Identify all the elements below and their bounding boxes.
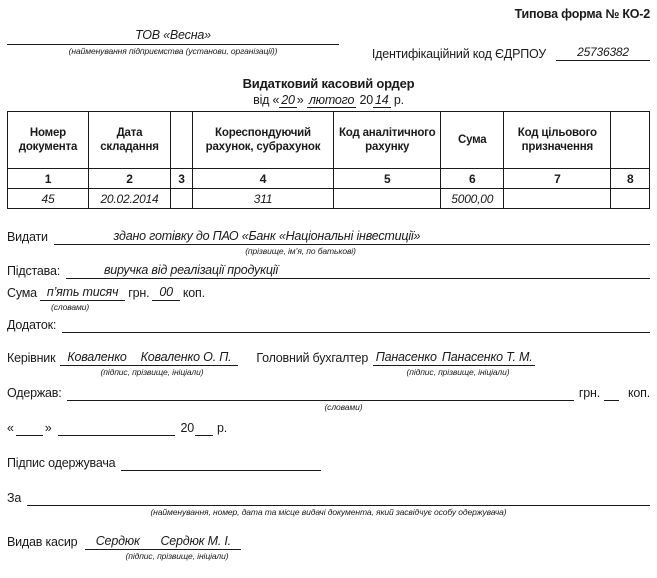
- oderzhav-kop-label: коп.: [627, 386, 650, 400]
- oderzhav-row: [7, 386, 650, 401]
- col-number: 5: [334, 169, 441, 189]
- kasyr-signature: Сердюк: [95, 534, 140, 548]
- date-suffix: р.: [390, 93, 404, 107]
- edrpou-block: [339, 45, 650, 61]
- oderzhav-label: Одержав:: [7, 386, 62, 400]
- suma-kop-label: коп.: [182, 286, 205, 300]
- date-open-quote: «: [7, 421, 14, 435]
- pidpys-label: Підпис одержувача: [7, 456, 116, 470]
- table-number-row: [8, 169, 650, 189]
- kasyr-name: Сердюк М. І.: [160, 534, 231, 548]
- col-header-target-code: Код цільового призначення: [504, 112, 611, 169]
- date-close-quote: »: [44, 421, 52, 435]
- vydaty-label: Видати: [7, 230, 48, 244]
- cell-analytic-code: [334, 189, 441, 209]
- date-year: 14: [375, 93, 389, 107]
- za-caption: (найменування, номер, дата та місце видачі документа, який засвідчує особу одержувача): [150, 507, 507, 517]
- date-year-prefix: 20: [356, 93, 374, 107]
- za-label: За: [7, 491, 22, 505]
- buhgalter-signature: Панасенко: [375, 350, 437, 364]
- za-field: [27, 492, 650, 506]
- blank-year-prefix: 20: [180, 421, 195, 435]
- blank-year-field: [195, 423, 213, 436]
- col-number: 4: [192, 169, 333, 189]
- oderzhav-kop-field: [604, 388, 619, 401]
- vydaty-value: здано готівку до ПАО «Банк «Національні інвестиції»: [113, 229, 421, 243]
- dodatok-field: [62, 319, 650, 333]
- buhgalter-name: Панасенко Т. М.: [441, 350, 533, 364]
- col-header-date: Дата складання: [88, 112, 170, 169]
- vydaty-field: [54, 229, 650, 245]
- kasyr-caption: (підпис, прізвище, ініціали): [125, 551, 229, 561]
- kerivnyk-signature: Коваленко: [67, 350, 127, 364]
- document-title: Видатковий касовий ордер: [242, 76, 415, 91]
- pidstava-value: виручка від реалізації продукції: [103, 263, 278, 277]
- signatures-row: [7, 350, 650, 366]
- header-row: [7, 28, 650, 61]
- oderzhav-field: [67, 387, 573, 401]
- oderzhav-hrn-label: грн.: [578, 386, 600, 400]
- cell-target-code: [504, 189, 611, 209]
- col-number: 1: [8, 169, 89, 189]
- kerivnyk-name: Коваленко О. П.: [140, 350, 232, 364]
- kerivnyk-label: Керівник: [7, 351, 56, 365]
- date-month: лютого: [308, 93, 355, 107]
- date-day: 20: [281, 93, 295, 107]
- pidstava-field: [66, 263, 650, 279]
- edrpou-value: 25736382: [556, 45, 650, 61]
- col-number: 2: [88, 169, 170, 189]
- edrpou-label: Ідентифікаційний код ЄДРПОУ: [371, 47, 546, 61]
- buhgalter-label: Головний бухгалтер: [256, 351, 369, 365]
- pidpys-field: [121, 458, 321, 471]
- company-block: [7, 28, 339, 56]
- table-header-row: [8, 112, 650, 169]
- kerivnyk-signature-field: [60, 350, 238, 366]
- suma-words-value: п’ять тисяч: [40, 285, 125, 301]
- col-header-doc-number: Номер документа: [8, 112, 89, 169]
- suma-hrn-label: грн.: [128, 286, 150, 300]
- col-header-empty-8: [611, 112, 650, 169]
- form-type-label: Типова форма № КО-2: [514, 7, 650, 21]
- col-header-analytic-code: Код аналітичного рахунку: [334, 112, 441, 169]
- vydaty-caption: (прізвище, ім’я, по батькові): [245, 246, 356, 256]
- company-caption: (найменування підприємства (установи, організації)): [68, 46, 278, 56]
- cell-corr-account: 311: [192, 189, 333, 209]
- col-number: 6: [441, 169, 504, 189]
- kasyr-label: Видав касир: [7, 535, 78, 549]
- col-number: 8: [611, 169, 650, 189]
- buhgalter-caption: (підпис, прізвище, ініціали): [406, 367, 510, 377]
- col-header-sum: Сума: [441, 112, 504, 169]
- za-row: [7, 491, 650, 506]
- suma-kop-value: 00: [152, 285, 180, 301]
- company-name: ТОВ «Весна»: [7, 28, 339, 45]
- pidpys-row: [7, 456, 650, 471]
- date-blank-row: [7, 421, 650, 436]
- kasyr-caption-row: [7, 551, 650, 561]
- pidstava-row: [7, 263, 650, 279]
- document-date-line: [7, 93, 650, 107]
- cell-empty-8: [611, 189, 650, 209]
- table-row: [8, 189, 650, 209]
- cell-doc-number: 45: [8, 189, 89, 209]
- cell-date: 20.02.2014: [88, 189, 170, 209]
- col-number: 3: [171, 169, 193, 189]
- order-table: [7, 111, 650, 209]
- blank-month-field: [58, 423, 175, 436]
- cell-sum: 5000,00: [441, 189, 504, 209]
- dodatok-label: Додаток:: [7, 318, 57, 332]
- suma-label: Сума: [7, 286, 37, 300]
- blank-year-suffix: р.: [217, 421, 228, 435]
- kerivnyk-caption: (підпис, прізвище, ініціали): [100, 367, 204, 377]
- kasyr-signature-field: [85, 534, 241, 550]
- col-header-empty-3: [171, 112, 193, 169]
- kasyr-row: [7, 534, 650, 550]
- vydaty-row: [7, 229, 650, 245]
- cell-empty-3: [171, 189, 193, 209]
- date-prefix: від «: [253, 93, 280, 107]
- suma-row: [7, 285, 650, 301]
- blank-day-field: [16, 423, 43, 436]
- col-number: 7: [504, 169, 611, 189]
- signatures-caption-row: [7, 367, 650, 377]
- pidstava-label: Підстава:: [7, 264, 60, 278]
- buhgalter-signature-field: [373, 350, 535, 366]
- suma-caption: (словами): [51, 302, 90, 312]
- oderzhav-caption: (словами): [324, 402, 363, 412]
- col-header-corr-account: Кореспондуючий рахунок, субрахунок: [192, 112, 333, 169]
- dodatok-row: [7, 318, 650, 333]
- date-mid: »: [296, 93, 307, 107]
